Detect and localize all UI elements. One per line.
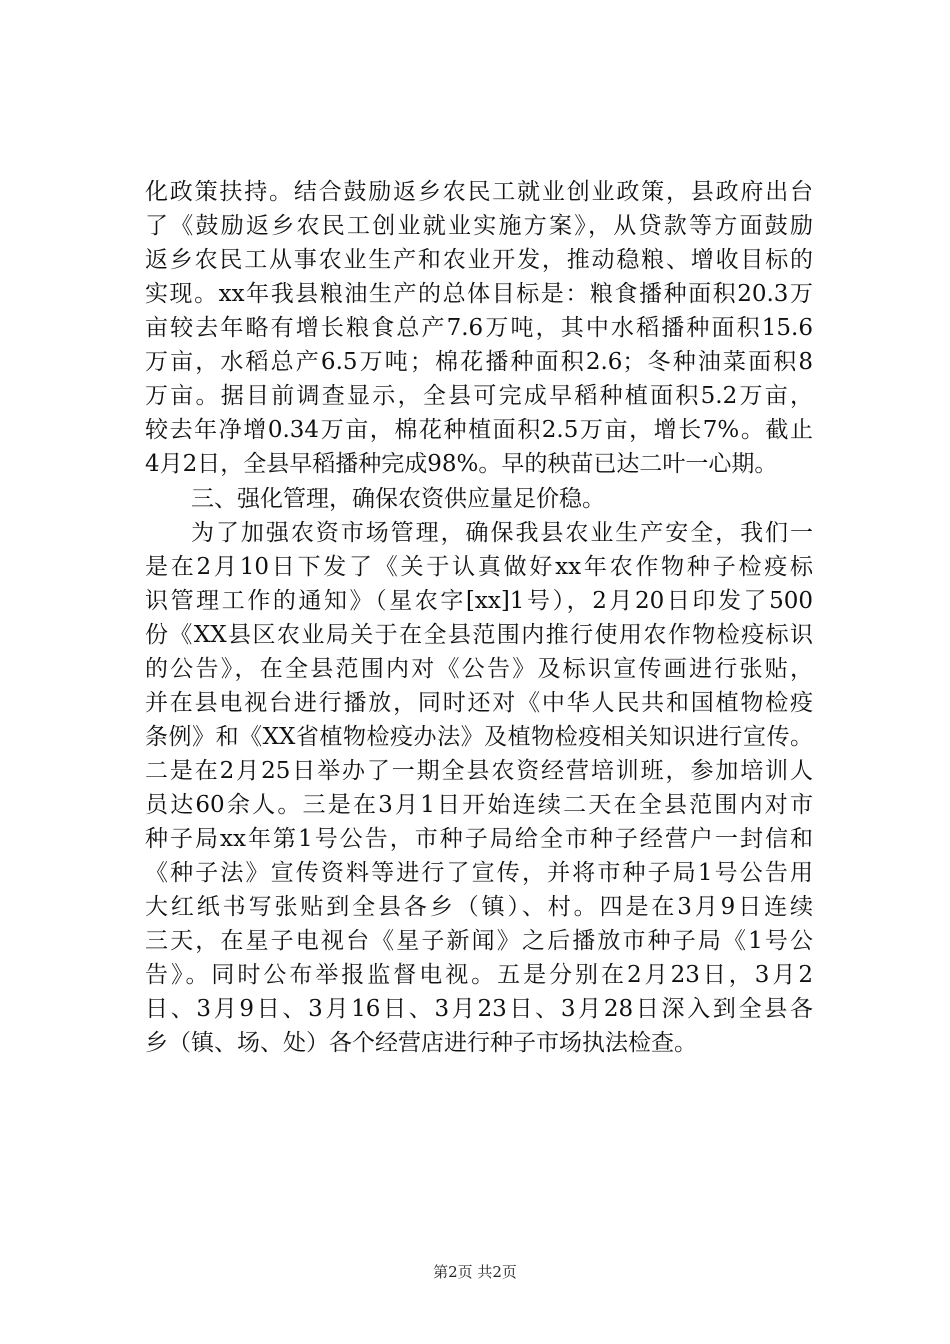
section-heading: 三、强化管理，确保农资供应量足价稳。 [191,486,605,512]
text-line: 较去年净增0.34万亩，棉花种植面积2.5万亩，增长7%。截止 [145,417,813,443]
text-line: 《种子法》宣传资料等进行了宣传，并将市种子局1号公告用 [145,860,813,886]
text-line: 4月2日，全县早稻播种完成98%。早的秧苗已达二叶一心期。 [145,451,778,477]
text-line: 了《鼓励返乡农民工创业就业实施方案》，从贷款等方面鼓励 [145,213,813,239]
text-line: 万亩。据目前调查显示，全县可完成早稻种植面积5.2万亩， [145,383,813,409]
paragraph-1 [145,175,813,481]
text-line: 大红纸书写张贴到全县各乡（镇）、村。四是在3月9日连续 [145,894,813,920]
text-line: 亩较去年略有增长粮食总产7.6万吨，其中水稻播种面积15.6 [145,315,813,341]
text-line: 员达60余人。三是在3月1日开始连续二天在全县范围内对市 [145,792,813,818]
text-line: 种子局xx年第1号公告，市种子局给全市种子经营户一封信和 [145,826,813,852]
text-line: 并在县电视台进行播放，同时还对《中华人民共和国植物检疫 [145,690,813,716]
text-line: 为了加强农资市场管理，确保我县农业生产安全，我们一 [191,520,813,546]
text-line: 二是在2月25日举办了一期全县农资经营培训班，参加培训人 [145,758,813,784]
text-line: 条例》和《XX省植物检疫办法》及植物检疫相关知识进行宣传。 [145,724,813,750]
text-line: 份《XX县区农业局关于在全县范围内推行使用农作物检疫标识 [145,622,813,648]
text-line: 万亩，水稻总产6.5万吨；棉花播种面积2.6；冬种油菜面积8 [145,349,813,375]
text-line: 化政策扶持。结合鼓励返乡农民工就业创业政策，县政府出台 [145,179,813,205]
text-line: 乡（镇、场、处）各个经营店进行种子市场执法检查。 [145,1030,697,1056]
text-line: 告》。同时公布举报监督电视。五是分别在2月23日，3月2 [145,962,813,988]
text-line: 是在2月10日下发了《关于认真做好xx年农作物种子检疫标 [145,554,813,580]
text-line: 三天，在星子电视台《星子新闻》之后播放市种子局《1号公 [145,928,813,954]
text-line: 返乡农民工从事农业生产和农业开发，推动稳粮、增收目标的 [145,247,813,273]
page-number-footer: 第2页 共2页 [433,1263,517,1281]
text-line: 的公告》，在全县范围内对《公告》及标识宣传画进行张贴， [145,656,813,682]
text-line: 实现。xx年我县粮油生产的总体目标是：粮食播种面积20.3万 [145,281,813,307]
section-3 [145,482,813,1060]
text-line: 日、3月9日、3月16日、3月23日、3月28日深入到全县各 [145,996,813,1022]
text-line: 识管理工作的通知》（星农字[xx]1号），2月20日印发了500 [145,588,813,614]
